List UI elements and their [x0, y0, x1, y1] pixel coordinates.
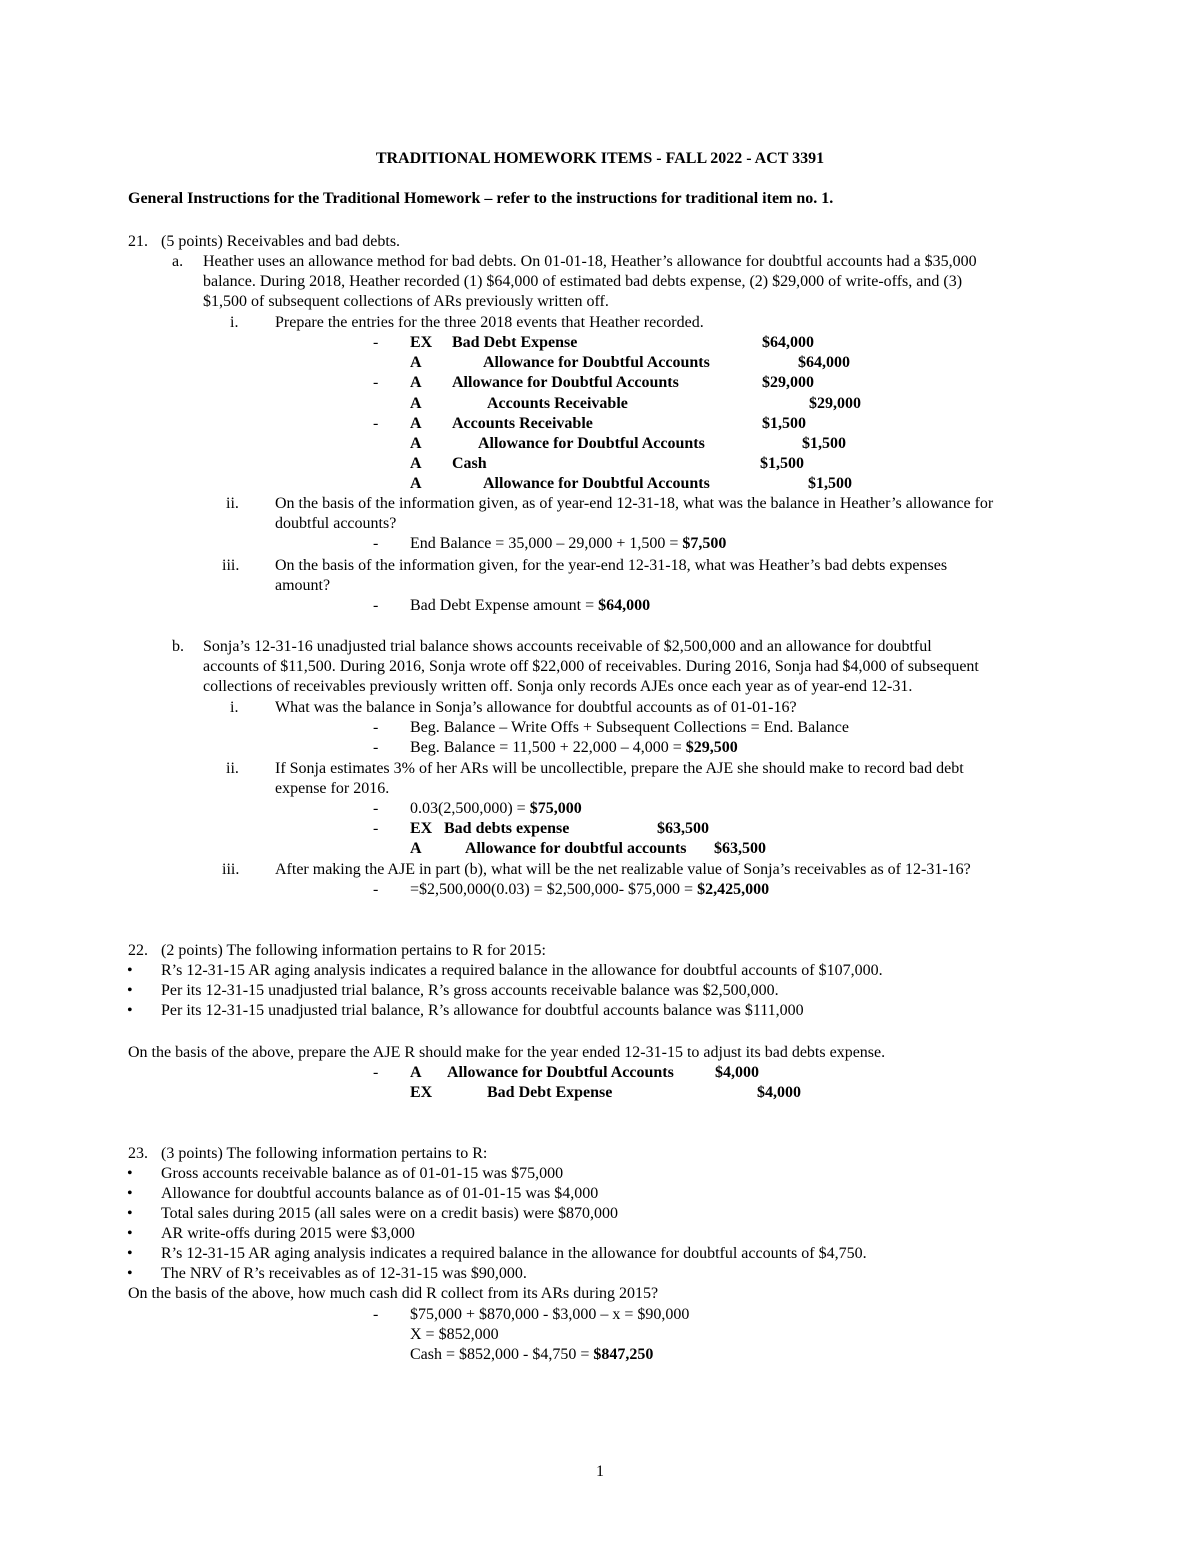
entry-type: A [410, 354, 422, 371]
q21b-i-answer-1: Beg. Balance – Write Offs + Subsequent Collections = End. Balance [410, 719, 849, 736]
page-title: TRADITIONAL HOMEWORK ITEMS - FALL 2022 - ACT 3391 [375, 150, 825, 167]
q22-bullet-3: Per its 12-31-15 unadjusted trial balance, R’s allowance for doubtful accounts balance was $111,000 [161, 1002, 804, 1019]
bullet-icon: • [127, 1245, 133, 1262]
entry-credit: $1,500 [802, 435, 846, 452]
q23-answer-1: $75,000 + $870,000 - $3,000 – x = $90,000 [410, 1306, 690, 1323]
q21a-iii-label: iii. [222, 557, 240, 574]
answer-value: $29,500 [685, 739, 738, 756]
q23-bullet-3: Total sales during 2015 (all sales were on a credit basis) were $870,000 [161, 1205, 618, 1222]
q21a-line-3: $1,500 of subsequent collections of ARs previously written off. [203, 293, 609, 310]
q21b-line-3: collections of receivables previously written off. Sonja only records AJEs once each year as of year-end 12-31. [203, 678, 913, 695]
q21a-label: a. [172, 253, 184, 270]
q22-bullet-2: Per its 12-31-15 unadjusted trial balance, R’s gross accounts receivable balance was $2,500,000. [161, 982, 779, 999]
q21a-i-label: i. [230, 314, 239, 331]
q21a-iii-line-2: amount? [275, 577, 331, 594]
answer-dash: - [373, 719, 379, 736]
q23-answer-2: X = $852,000 [410, 1326, 499, 1343]
q23-bullet-6: The NRV of R’s receivables as of 12-31-15 was $90,000. [161, 1265, 527, 1282]
bullet-icon: • [127, 1265, 133, 1282]
entry-account: Allowance for Doubtful Accounts [447, 1064, 674, 1081]
entry-credit: $1,500 [808, 475, 852, 492]
entry-type: A [410, 1064, 422, 1081]
q21b-i-answer-2 [410, 738, 738, 758]
answer-value: $64,000 [598, 597, 651, 614]
bullet-icon: • [127, 962, 133, 979]
entry-dash: - [373, 374, 379, 391]
q23-number: 23. [128, 1145, 148, 1162]
entry-credit: $63,500 [714, 840, 766, 857]
entry-debit: $1,500 [760, 455, 804, 472]
answer-text: Bad Debt Expense amount = [410, 597, 599, 614]
entry-debit: $4,000 [715, 1064, 759, 1081]
q23-bullet-5: R’s 12-31-15 AR aging analysis indicates a required balance in the allowance for doubtful accounts of $4,750. [161, 1245, 867, 1262]
entry-account: Bad debts expense [444, 820, 570, 837]
bullet-icon: • [127, 1185, 133, 1202]
entry-type: EX [410, 334, 433, 351]
answer-text: Beg. Balance = 11,500 + 22,000 – 4,000 = [410, 739, 686, 756]
q23-bullet-1: Gross accounts receivable balance as of 01-01-15 was $75,000 [161, 1165, 564, 1182]
bullet-icon: • [127, 1205, 133, 1222]
entry-dash: - [373, 334, 379, 351]
answer-dash: - [373, 1306, 379, 1323]
q22-heading: (2 points) The following information pertains to R for 2015: [161, 942, 546, 959]
page-number: 1 [596, 1463, 604, 1480]
entry-debit: $29,000 [762, 374, 814, 391]
entry-type: A [410, 415, 422, 432]
entry-credit: $64,000 [798, 354, 850, 371]
q21-number: 21. [128, 233, 148, 250]
q21b-line-1: Sonja’s 12-31-16 unadjusted trial balance shows accounts receivable of $2,500,000 and an allowance for doubtful [203, 638, 932, 655]
entry-account: Bad Debt Expense [452, 334, 578, 351]
q23-answer-3 [410, 1345, 653, 1365]
answer-dash: - [373, 739, 379, 756]
answer-value: $847,250 [593, 1346, 654, 1363]
answer-text: End Balance = 35,000 – 29,000 + 1,500 = [410, 535, 683, 552]
answer-dash: - [373, 820, 379, 837]
entry-type: EX [410, 1084, 433, 1101]
q21b-iii-label: iii. [222, 861, 240, 878]
entry-type: A [410, 455, 422, 472]
q22-bullet-1: R’s 12-31-15 AR aging analysis indicates a required balance in the allowance for doubtful accounts of $107,000. [161, 962, 883, 979]
answer-dash: - [373, 881, 379, 898]
bullet-icon: • [127, 1225, 133, 1242]
answer-text: 0.03(2,500,000) = [410, 800, 530, 817]
q21b-line-2: accounts of $11,500. During 2016, Sonja wrote off $22,000 of receivables. During 2016, Sonja had $4,000 of subsequent [203, 658, 979, 675]
q21a-ii-answer [410, 534, 726, 554]
q21b-ii-line-2: expense for 2016. [275, 780, 390, 797]
answer-text: Cash = $852,000 - $4,750 = [410, 1346, 594, 1363]
q21a-line-1: Heather uses an allowance method for bad debts. On 01-01-18, Heather’s allowance for doubtful accounts had a $35,000 [203, 253, 977, 270]
entry-account: Allowance for Doubtful Accounts [483, 354, 710, 371]
q21b-ii-answer-1 [410, 799, 582, 819]
q21b-i-text: What was the balance in Sonja’s allowance for doubtful accounts as of 01-01-16? [275, 699, 797, 716]
entry-type: EX [410, 820, 433, 837]
q22-question: On the basis of the above, prepare the AJE R should make for the year ended 12-31-15 to adjust its bad debts expense. [128, 1044, 886, 1061]
entry-account: Allowance for Doubtful Accounts [483, 475, 710, 492]
q23-bullet-2: Allowance for doubtful accounts balance as of 01-01-15 was $4,000 [161, 1185, 599, 1202]
q21a-i-text: Prepare the entries for the three 2018 events that Heather recorded. [275, 314, 704, 331]
bullet-icon: • [127, 1002, 133, 1019]
entry-type: A [410, 475, 422, 492]
q21a-iii-line-1: On the basis of the information given, for the year-end 12-31-18, what was Heather’s bad debts expenses [275, 557, 948, 574]
entry-account: Cash [452, 455, 487, 472]
entry-type: A [410, 395, 422, 412]
q21a-ii-line-1: On the basis of the information given, as of year-end 12-31-18, what was the balance in Heather’s allowance for [275, 495, 994, 512]
q21-heading: (5 points) Receivables and bad debts. [161, 233, 401, 250]
q22-number: 22. [128, 942, 148, 959]
q23-bullet-4: AR write-offs during 2015 were $3,000 [161, 1225, 415, 1242]
entry-account: Allowance for doubtful accounts [465, 840, 687, 857]
entry-account: Allowance for Doubtful Accounts [478, 435, 705, 452]
answer-dash: - [373, 597, 379, 614]
q23-heading: (3 points) The following information pertains to R: [161, 1145, 488, 1162]
q21a-iii-answer [410, 596, 650, 616]
q23-question: On the basis of the above, how much cash did R collect from its ARs during 2015? [128, 1285, 659, 1302]
entry-account: Accounts Receivable [452, 415, 593, 432]
q21a-ii-line-2: doubtful accounts? [275, 515, 397, 532]
q21b-iii-answer [410, 880, 769, 900]
answer-text: =$2,500,000(0.03) = $2,500,000- $75,000 = [410, 881, 698, 898]
entry-debit: $64,000 [762, 334, 814, 351]
q21b-ii-label: ii. [226, 760, 239, 777]
general-instructions: General Instructions for the Traditional Homework – refer to the instructions for traditional item no. 1. [128, 190, 834, 207]
answer-dash: - [373, 535, 379, 552]
answer-dash: - [373, 800, 379, 817]
entry-account: Accounts Receivable [487, 395, 628, 412]
answer-value: $7,500 [682, 535, 727, 552]
q21a-line-2: balance. During 2018, Heather recorded (1) $64,000 of estimated bad debts expense, (2) $29,000 of write-offs, and (3) [203, 273, 963, 290]
entry-credit: $4,000 [757, 1084, 801, 1101]
bullet-icon: • [127, 1165, 133, 1182]
answer-value: $2,425,000 [697, 881, 770, 898]
q21b-ii-line-1: If Sonja estimates 3% of her ARs will be uncollectible, prepare the AJE she should make to record bad debt [275, 760, 964, 777]
entry-type: A [410, 374, 422, 391]
entry-dash: - [373, 415, 379, 432]
entry-type: A [410, 840, 422, 857]
q21b-i-label: i. [230, 699, 239, 716]
answer-value: $75,000 [529, 800, 582, 817]
entry-debit: $1,500 [762, 415, 806, 432]
entry-account: Allowance for Doubtful Accounts [452, 374, 679, 391]
answer-dash: - [373, 1064, 379, 1081]
q21b-iii-text: After making the AJE in part (b), what will be the net realizable value of Sonja’s receivables as of 12-31-16? [275, 861, 971, 878]
entry-debit: $63,500 [657, 820, 709, 837]
entry-type: A [410, 435, 422, 452]
q21a-ii-label: ii. [226, 495, 239, 512]
q21b-label: b. [172, 638, 184, 655]
entry-account: Bad Debt Expense [487, 1084, 613, 1101]
entry-credit: $29,000 [809, 395, 861, 412]
bullet-icon: • [127, 982, 133, 999]
